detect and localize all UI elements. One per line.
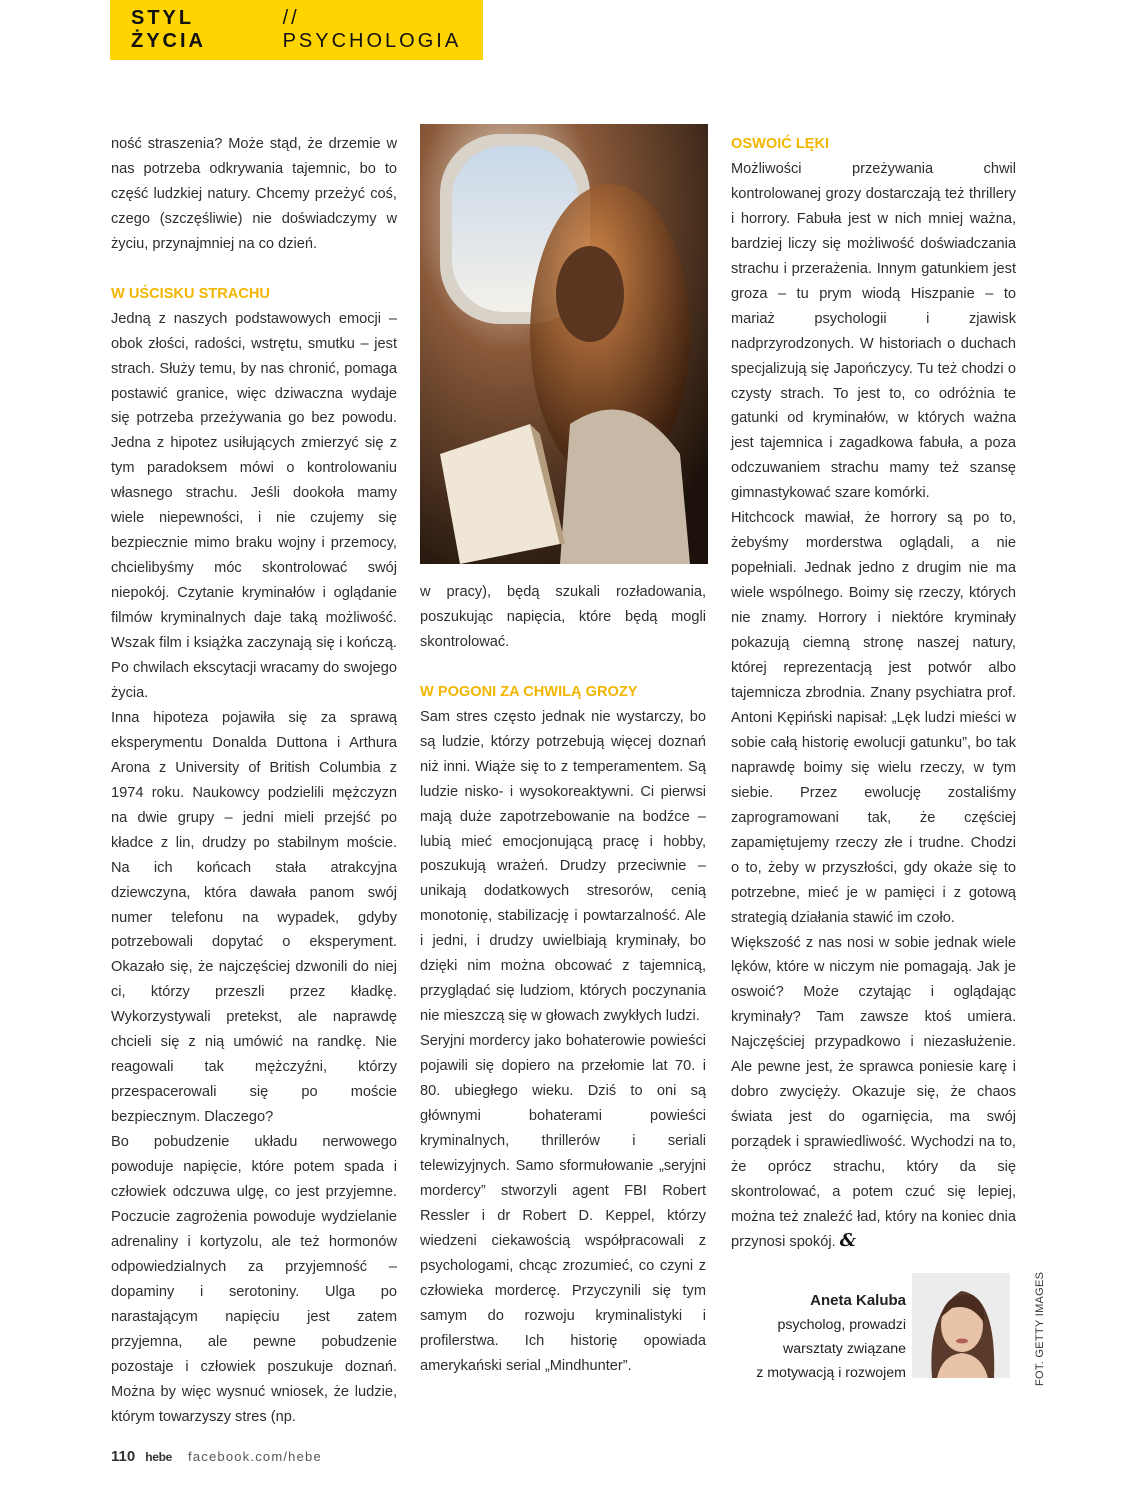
author-bio-line: psycholog, prowadzi [777,1317,906,1333]
paragraph-final [731,931,1016,1255]
author-bio-line: z motywacją i rozwojem [756,1365,906,1381]
author-portrait [912,1273,1010,1378]
subsection-title: // PSYCHOLOGIA [282,7,462,52]
author-box [756,1289,906,1385]
section-tag [110,0,483,60]
author-photo-image [912,1273,1010,1378]
woman-reading-on-plane-image [420,124,708,564]
article-column-2 [420,580,706,1378]
section-heading-oswoic: OSWOIĆ LĘKI [731,136,830,152]
paragraph: Sam stres często jednak nie wystarczy, bo są ludzie, którzy potrzebują więcej doznań niż inni. Wiąże się to z temperamentem. Są ludzie nisko- i wysokoreaktywni. Ci pierwsi mają duże zapotrzebowanie na bodźce – lubią mieć emocjonującą pracę i hobby, poszukują wrażeń. Drudzy przeciwnie – unikają dodatkowych stresorów, cenią monotonię, stabilizację i powtarzalność. Ale i jedni, i drudzy uwielbiają kryminały, bo dzięki nim można obcować z tajemnicą, przyglądać się ludziom, których poczynania nie mieszczą się w głowach zwykłych ludzi. [420,708,706,1025]
section-heading-uscisk: W UŚCISKU STRACHU [111,285,270,302]
page-number: 110 [111,1448,136,1465]
paragraph: Bo pobudzenie układu nerwowego powoduje napięcie, które potem spada i człowiek odczuwa ulgę, co jest przyjemne. Poczucie zagrożenia powoduje wydzielanie adrenaliny i kortyzolu, ale też hormonów odpowiedzialnych za przyjemność – dopaminy i serotoniny. Ulga po narastającym napięciu jest zatem przyjemna, ale pewne pobudzenie pozostaje i człowiek poszukuje doznań. Można by więc wysnuć wniosek, że ludzie, którym towarzyszy stres (np. [111,1134,397,1425]
section-heading-pogon: W POGONI ZA CHWILĄ GROZY [420,683,638,700]
page-footer [111,1448,322,1465]
paragraph: Hitchcock mawiał, że horrory są po to, żebyśmy morderstwa oglądali, a nie popełniali. Jednak jedno z drugim nie ma wiele wspólnego. Boimy się rzeczy, których nie znamy. Horrory i niektóre kryminały pokazują ciemną stronę naszej natury, której reprezentacją jest potwór albo tajemnicza zbrodnia. Znany psychiatra prof. Antoni Kępiński napisał: „Lęk ludzi mieści w sobie całą historię ewolucji gatunku”, bo tak naprawdę boimy się wielu rzeczy, w tym siebie. Przez ewolucję zostaliśmy zaprogramowani tak, że częściej zapamiętujemy rzeczy złe i trudne. Chodzi o to, żeby w przyszłości, gdy okaże się to potrzebne, mieć je w pamięci i z gotową strategią działania stawić im czoło. [731,510,1016,926]
author-bio-line: warsztaty związane [782,1341,906,1357]
final-text: Większość z nas nosi w sobie jednak wiele lęków, które w niczym nie pomagają. Jak je oswoić? Może czytając i oglądając kryminały? Tam zawsze ktoś umiera. Najczęściej przypadkowo i niezasłużenie. Ale pewne jest, że sprawca poniesie karę i dobro zwycięży. Okazuje się, że chaos świata jest do ogarnięcia, ma swój porządek i sprawiedliwość. Wychodzi na to, że oprócz strachu, który da się skontrolować, a potem czuć się lepiej, można też znaleźć ład, który na koniec dnia przynosi spokój. [731,934,1016,1250]
intro-paragraph: ność straszenia? Może stąd, że drzemie w nas potrzeba odkrywania tajemnic, bo to część ludzkiej natury. Chcemy przeżyć coś, czego (szczęśliwie) nie doświadczymy w życiu, przynajmniej na co dzień. [111,136,397,252]
paragraph: Inna hipoteza pojawiła się za sprawą eksperymentu Donalda Duttona i Arthura Arona z University of British Columbia z 1974 roku. Naukowcy podzielili mężczyzn na dwie grupy – jedni mieli przejść po kładce z lin, drudzy po stabilnym moście. Na ich końcach stała atrakcyjna dziewczyna, która dawała panom swój numer telefonu na wypadek, gdyby potrzebowali dopytać o eksperyment. Okazało się, że najczęściej dzwonili do niej ci, którzy przeszli przez kładkę. Wykorzystywali pretekst, ale naprawdę chcieli się z nią umówić na randkę. Nie reagowali tak mężczyźni, którzy przespacerowali się po moście bezpiecznym. Dlaczego? [111,709,397,1126]
continued-paragraph: w pracy), będą szukali rozładowania, poszukując napięcia, które będą mogli skontrolować. [420,584,706,650]
paragraph: Seryjni mordercy jako bohaterowie powieści pojawili się dopiero na przełomie lat 70. i 80. ubiegłego wieku. Dziś to oni są głównymi bohaterami powieści kryminalnych, thrillerów i seriali telewizyjnych. Samo sformułowanie „seryjni mordercy” stworzyli agent FBI Robert Ressler i dr Robert D. Keppel, którzy wiedzeni ciekawością współpracowali z psychologami, chcąc zrozumieć, co czyni z człowieka mordercę. Przyczynili się tym samym do rozwoju kryminalistyki i profilerstwa. Ich historię opowiada amerykański serial „Mindhunter”. [420,1033,706,1374]
section-title: STYL ŻYCIA [131,7,206,52]
photo-credit: FOT. GETTY IMAGES [1034,1271,1046,1386]
facebook-link[interactable]: facebook.com/hebe [188,1449,322,1464]
brand-logo: hebe [145,1450,173,1464]
article-photo [420,124,708,564]
paragraph: Jedną z naszych podstawowych emocji – obok złości, radości, wstrętu, smutku – jest strach. Służy temu, by nas chronić, pomaga postawić granice, więc dziwaczna wydaje się potrzeba przeżywania go bez powodu. Jedna z hipotez usiłujących zmierzyć się z tym paradoksem mówi o kontrolowaniu własnego strachu. Jeśli dookoła mamy wiele niepewności, i nie czujemy się bezpiecznie mimo braku wojny i przemocy, chcielibyśmy móc skontrolować swój niepokój. Czytanie kryminałów i oglądanie filmów kryminalnych daje taką możliwość. Wszak film i książka zaczynają się i kończą. Po chwilach ekscytacji wracamy do swojego życia. [111,310,397,701]
end-mark-icon: & [839,1229,856,1251]
paragraph: Możliwości przeżywania chwil kontrolowanej grozy dostarczają też thrillery i horrory. Fabuła jest w nich mniej ważna, bardziej liczy się możliwość doświadczania strachu i przerażenia. Innym gatunkiem jest groza – tu prym wiodą Hiszpanie – to mariaż psychologii i zjawisk nadprzyrodzonych. W historiach o duchach specjalizują się Japończycy. Tu też chodzi o czysty strach. To jest to, co odróżnia te gatunki od kryminałów, w których ważna jest tajemnica i zagadkowa fabuła, a poza odczuwaniem strachu mamy też szansę gimnastykować szare komórki. [731,160,1016,502]
article-column-1 [111,132,397,1430]
author-name: Aneta Kaluba [810,1292,906,1309]
article-column-3 [731,132,1016,1255]
